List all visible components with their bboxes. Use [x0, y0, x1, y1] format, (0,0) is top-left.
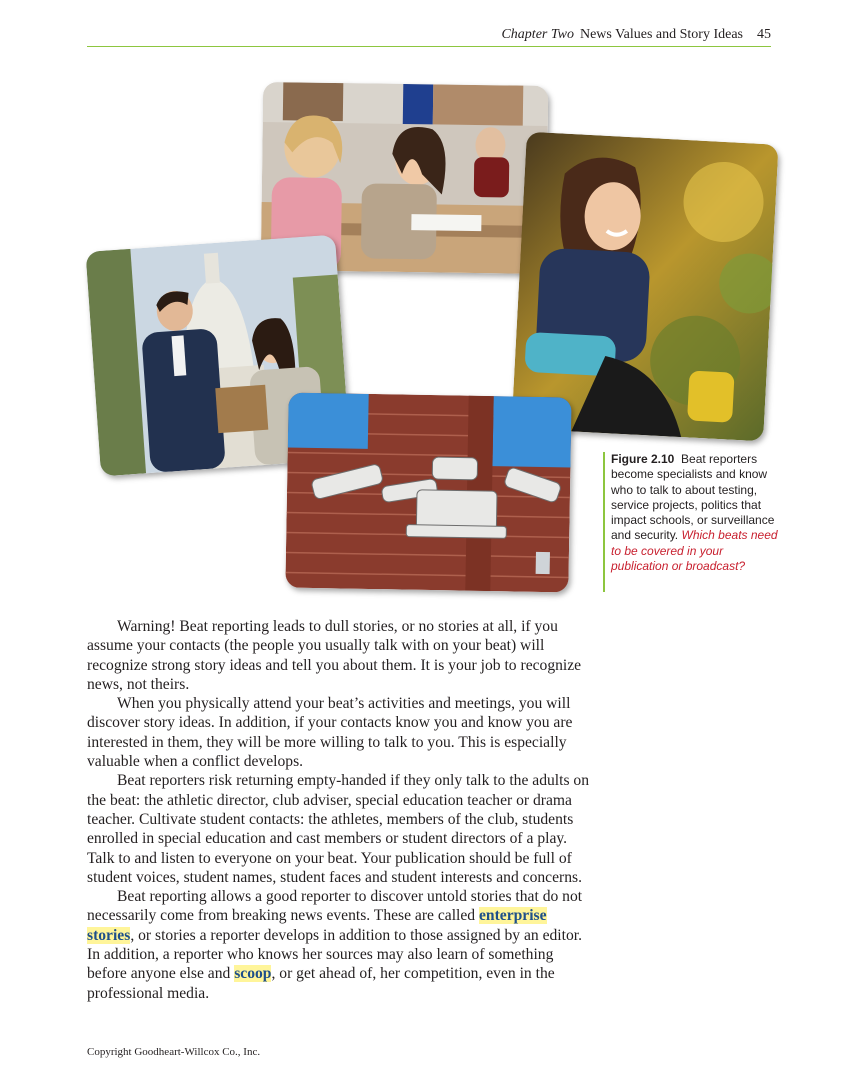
photo-service-project: [511, 132, 778, 442]
figure-caption-text: Beat reporters become specialists and know who to talk to about testing, service projects, politics that impact schools, or surveillance and security.: [611, 452, 775, 543]
chapter-title: News Values and Story Ideas: [579, 27, 743, 42]
body-text: [87, 617, 597, 1003]
paragraph-3: Beat reporters risk returning empty-handed if they only talk to the adults on the beat: the athletic director, club adviser, special education teacher or drama teacher. Cultivate student contacts: the athletes, members of the club, students enrolled in special education and cast members or student directors of a play. Talk to and listen to everyone on your beat. Your publication should be full of student voices, student names, student faces and student interests and concerns.: [87, 772, 590, 886]
paragraph-4-part-b: , or stories a reporter develops in addition to those assigned by an editor. In addition, a reporter who knows her sources may also learn of something before anyone else and: [87, 926, 582, 983]
key-term-enterprise-stories: enterprise stories: [87, 907, 547, 944]
figure-label: Figure 2.10: [611, 452, 675, 466]
chapter-label: Chapter Two: [501, 27, 574, 42]
header-rule: [87, 46, 771, 47]
paragraph-4-part-c: , or get ahead of, her competition, even in the professional media.: [87, 965, 555, 1002]
paragraph-4-part-a: Beat reporting allows a good reporter to discover untold stories that do not necessarily come from breaking news events. These are called: [87, 888, 583, 925]
running-header: [87, 26, 771, 46]
copyright-footer: Copyright Goodheart-Willcox Co., Inc.: [87, 1046, 261, 1058]
figure-caption: [603, 452, 783, 592]
paragraph-4: [87, 887, 597, 1003]
key-term-scoop: scoop: [234, 965, 272, 983]
photo-surveillance: [285, 393, 571, 593]
figure-question: Which beats need to be covered in your publication or broadcast?: [611, 528, 778, 574]
paragraph-1: Warning! Beat reporting leads to dull stories, or no stories at all, if you assume your contacts (the people you usually talk with on your beat) will recognize strong story ideas and tell you about them. It is your job to recognize news, not theirs.: [87, 618, 582, 693]
page-number: 45: [757, 27, 771, 42]
paragraph-2: When you physically attend your beat’s activities and meetings, you will discover story ideas. In addition, if your contacts know you and know you are interested in them, they will be more willing to talk to you. This is especially valuable when a conflict develops.: [87, 695, 573, 771]
